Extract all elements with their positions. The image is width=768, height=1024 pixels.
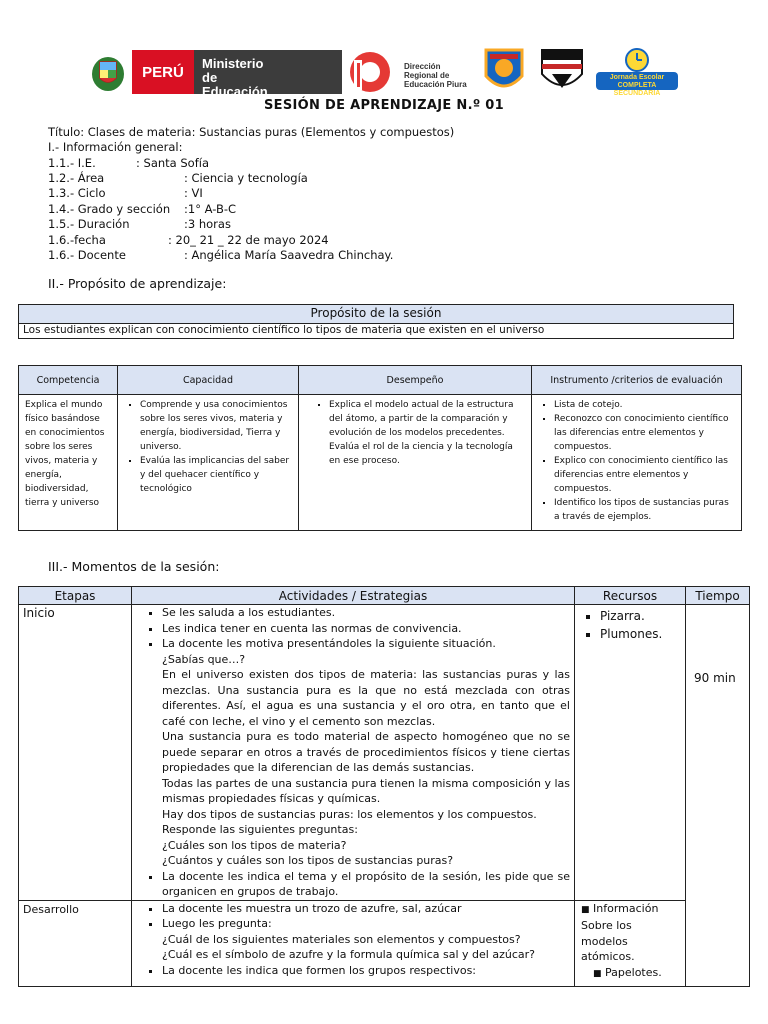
capacidad-item: ▪ Comprende y usa conocimientos sobre los seres vivos, materia y energía, biodiversidad, Tierra y universo. <box>140 398 292 454</box>
ie-value: : Santa Sofía <box>136 156 210 170</box>
instrumento-cell <box>532 395 742 531</box>
question: ¿Cuáles son los tipos de materia? <box>162 838 347 852</box>
purpose-heading: II.- Propósito de aprendizaje: <box>48 276 227 291</box>
duracion-value: :3 horas <box>184 217 231 231</box>
competencia-cell: Explica el mundo físico basándose en conocimientos sobre los seres vivos, materia y energía, biodiversidad, tierra y universo <box>19 395 118 531</box>
questions-intro: Responde las siguientes preguntas: <box>162 823 358 836</box>
peru-logo: PERÚ <box>132 50 194 94</box>
activity-item: ▪ La docente les muestra un trozo de azufre, sal, azúcar <box>162 901 570 917</box>
actividades-header: Actividades / Estrategias <box>132 587 575 605</box>
activity-item: ▪ Les indica tener en cuenta las normas de convivencia. <box>162 621 570 637</box>
moments-table <box>18 586 750 987</box>
activity-item: ▪ La docente les motiva presentándoles la siguiente situación. <box>162 636 570 652</box>
desempeno-item: ▪ Explica el modelo actual de la estructura del átomo, a partir de la comparación y evolución de los modelos precedentes. Evalúa el rol de la ciencia y la tecnología en ese proceso. <box>329 398 525 468</box>
resource-item: ▪ Pizarra. <box>600 607 684 625</box>
bullet-icon: ■ <box>593 968 602 979</box>
grado-label: 1.4.- Grado y sección <box>48 202 171 216</box>
ciclo-label: 1.3.- Ciclo <box>48 186 106 200</box>
dre-label: Dirección Regional de Educación Piura <box>404 62 467 89</box>
resource-item: ■ Papelotes. <box>593 965 662 979</box>
activity-item: ▪ La docente les indica que formen los grupos respectivos: <box>162 963 570 979</box>
instrumento-header: Instrumento /criterios de evaluación <box>532 366 742 395</box>
ministry-logo: Ministerio de Educación <box>194 50 342 94</box>
session-title: Título: Clases de materia: Sustancias puras (Elementos y compuestos) <box>48 125 455 139</box>
table-row <box>19 605 750 901</box>
question: ¿Cuál de los siguientes materiales son elementos y compuestos? <box>162 932 521 946</box>
purpose-table-header: Propósito de la sesión <box>19 305 734 324</box>
ie-label: 1.1.- I.E. <box>48 156 96 170</box>
paragraph: Todas las partes de una sustancia pura tienen la misma composición y las mismas propiedades físicas y químicas. <box>162 776 570 805</box>
fecha-value: : 20_ 21 _ 22 de mayo 2024 <box>168 233 329 247</box>
sabias-que: ¿Sabías que…? <box>162 652 246 666</box>
capacidad-header: Capacidad <box>118 366 299 395</box>
document-title: SESIÓN DE APRENDIZAJE N.º 01 <box>264 98 504 113</box>
paragraph: Una sustancia pura es todo material de aspecto homogéneo que no se puede separar en otros a través de procedimientos físicos y tiene ciertas propiedades que la diferencian de las demás sustancias. <box>162 730 570 774</box>
purpose-table <box>18 304 734 339</box>
question: ¿Cuál es el símbolo de azufre y la formula química sal y del azúcar? <box>162 948 535 961</box>
school-badge-icon <box>482 46 526 96</box>
activity-item: ▪ Se les saluda a los estudiantes. <box>162 605 570 621</box>
activity-item: ▪ Luego les pregunta: <box>162 916 570 932</box>
instrumento-item: ▪ Explico con conocimiento científico las diferencias entre elementos y compuestos. <box>554 454 735 496</box>
instrumento-item: ▪ Identifico los tipos de sustancias puras a través de ejemplos. <box>554 496 735 524</box>
fecha-label: 1.6.-fecha <box>48 233 106 247</box>
time-cell: 90 min <box>686 605 750 987</box>
jec-logo: Jornada Escolar COMPLETA SECUNDARIA <box>594 46 680 96</box>
activity-item: ▪ La docente les indica el tema y el propósito de la sesión, les pide que se organicen en grupos de trabajo. <box>162 869 570 900</box>
competencia-header: Competencia <box>19 366 118 395</box>
area-value: : Ciencia y tecnología <box>184 171 308 185</box>
desempeno-header: Desempeño <box>299 366 532 395</box>
moments-heading: III.- Momentos de la sesión: <box>48 559 220 574</box>
grado-value: :1° A-B-C <box>184 202 237 216</box>
etapas-header: Etapas <box>19 587 132 605</box>
capacidad-item: ▪ Evalúa las implicancias del saber y del quehacer científico y tecnológico <box>140 454 292 496</box>
college-badge-icon <box>538 46 586 96</box>
competency-table <box>18 365 742 531</box>
desarrollo-activities <box>132 900 575 987</box>
area-label: 1.2.- Área <box>48 171 105 185</box>
desempeno-cell <box>299 395 532 531</box>
instrumento-item: ▪ Reconozco con conocimiento científico las diferencias entre elementos y compuestos. <box>554 412 735 454</box>
paragraph: Hay dos tipos de sustancias puras: los elementos y los compuestos. <box>162 807 537 821</box>
tiempo-header: Tiempo <box>686 587 750 605</box>
purpose-table-text: Los estudiantes explican con conocimiento científico lo tipos de materia que existen en el universo <box>19 324 734 339</box>
paragraph: En el universo existen dos tipos de materia: las sustancias puras y las mezclas. Una sustancia pura es la que no está mezclada con otras diferentes. Así, el agua es una sustancia y el oro otra, en tanto que el café con leche, el vino y el cemento son mezclas. <box>162 668 570 728</box>
duracion-label: 1.5.- Duración <box>48 217 130 231</box>
inicio-activities <box>132 605 575 901</box>
instrumento-item: ▪ Lista de cotejo. <box>554 398 735 412</box>
docente-value: : Angélica María Saavedra Chinchay. <box>184 248 394 262</box>
inicio-stage: Inicio <box>19 605 132 901</box>
inicio-resources <box>575 605 686 901</box>
table-row <box>19 900 750 987</box>
resource-item: ▪ Plumones. <box>600 625 684 643</box>
resource-item: ■ Información Sobre los modelos atómicos. <box>581 901 659 963</box>
docente-label: 1.6.- Docente <box>48 248 126 262</box>
bullet-icon: ■ <box>581 904 590 915</box>
question: ¿Cuántos y cuáles son los tipos de sustancias puras? <box>162 854 454 867</box>
ciclo-value: : VI <box>184 186 203 200</box>
peru-coat-of-arms-icon <box>88 50 128 94</box>
general-info-heading: I.- Información general: <box>48 140 183 154</box>
desarrollo-stage: Desarrollo <box>19 900 132 987</box>
dre-logo-icon <box>344 50 400 94</box>
desarrollo-resources <box>575 900 686 987</box>
recursos-header: Recursos <box>575 587 686 605</box>
capacidad-cell <box>118 395 299 531</box>
